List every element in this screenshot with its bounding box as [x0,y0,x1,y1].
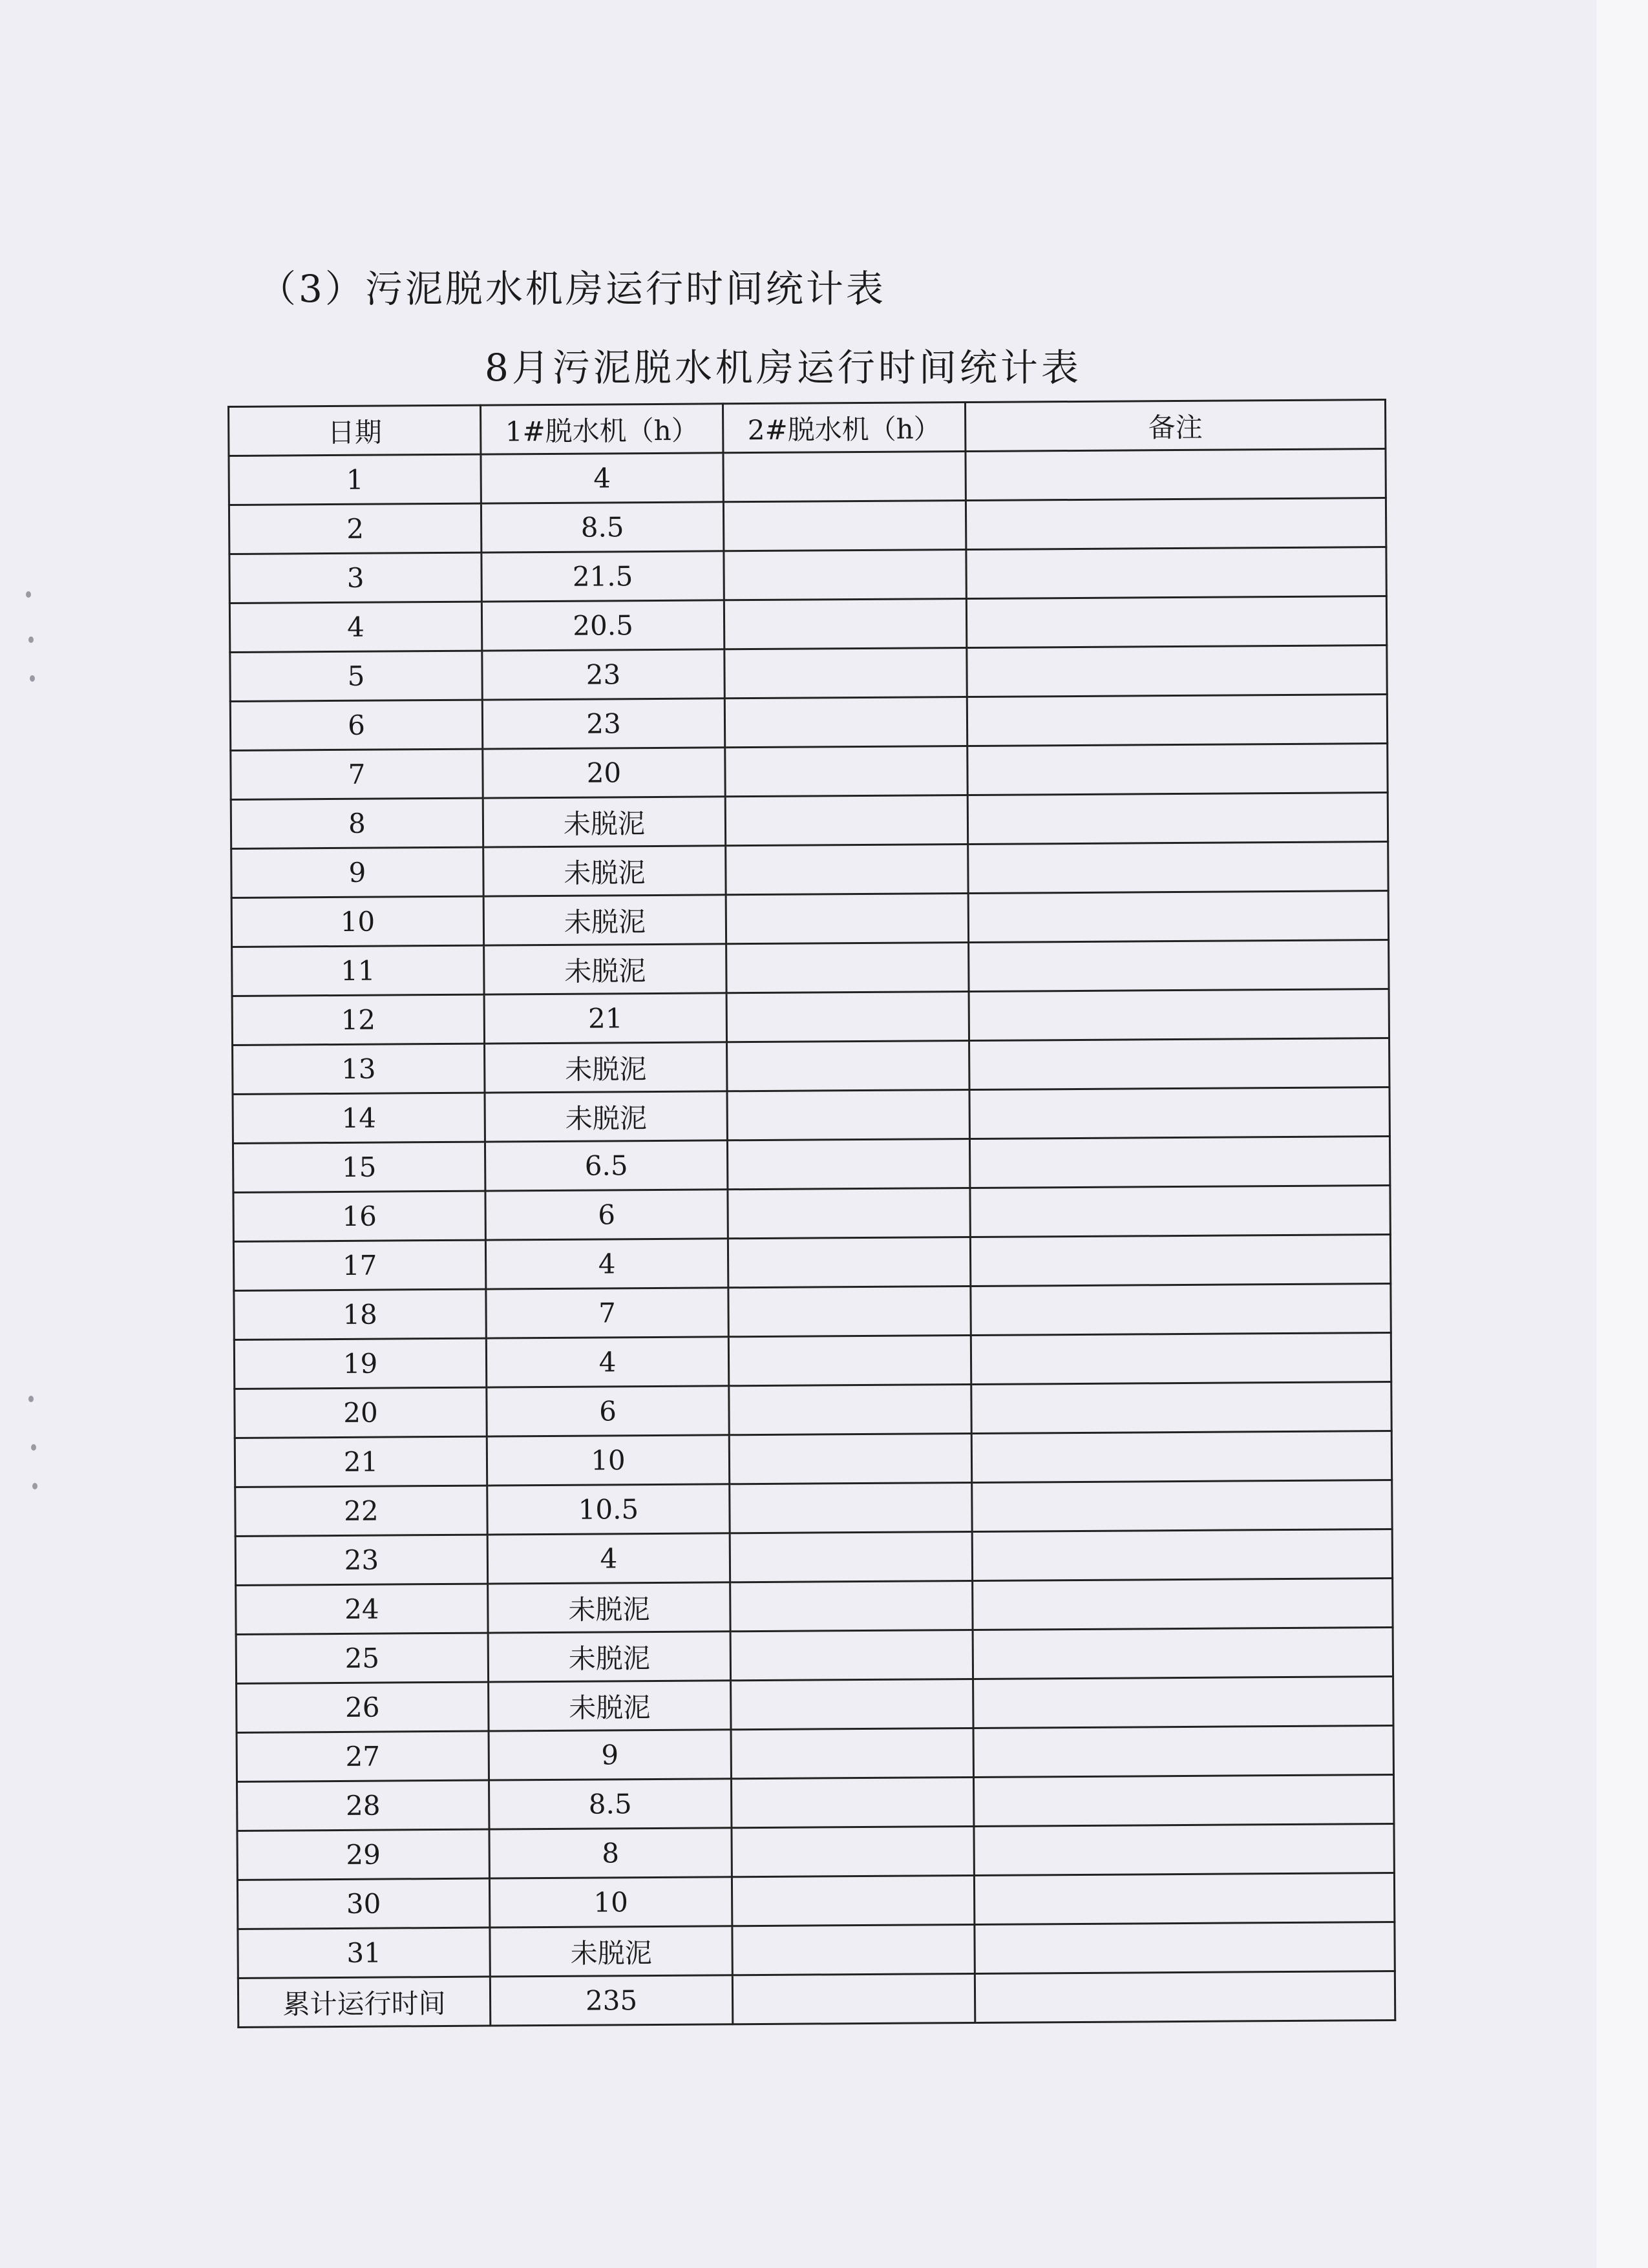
total-note [975,1971,1395,2023]
cell-machine-2 [730,1531,972,1582]
header-machine-1: 1#脱水机（h） [481,404,723,454]
cell-machine-2 [730,1482,972,1533]
cell-machine-2 [729,1433,971,1484]
cell-note [966,547,1386,599]
table-row [235,1529,1392,1586]
cell-date: 5 [230,651,482,701]
cell-machine-1: 23 [482,649,724,700]
cell-date: 28 [237,1780,489,1831]
cell-note [973,1628,1393,1679]
total-machine-1: 235 [490,1975,732,2026]
cell-machine-1: 23 [482,698,724,749]
cell-machine-2 [730,1630,973,1680]
cell-note [973,1726,1393,1778]
cell-note [975,1922,1395,1974]
cell-machine-2 [724,648,967,698]
table-row [233,1137,1389,1193]
table-row [232,989,1389,1045]
cell-date: 18 [234,1289,486,1339]
cell-machine-1: 未脱泥 [490,1926,732,1977]
table-row [229,596,1386,653]
cell-note [966,596,1386,648]
cell-machine-1: 未脱泥 [483,846,726,896]
header-date: 日期 [229,405,481,456]
cell-date: 7 [231,749,483,799]
table-row [231,842,1388,898]
total-label: 累计运行时间 [238,1977,490,2027]
table-row [233,1235,1390,1291]
total-machine-2 [732,1973,975,2024]
table-row [234,1284,1391,1340]
cell-note [967,793,1388,845]
cell-machine-1: 10.5 [487,1484,730,1535]
cell-date: 14 [233,1093,485,1143]
cell-date: 29 [237,1829,489,1880]
table-row [231,891,1388,947]
cell-machine-2 [728,1336,971,1386]
header-machine-2: 2#脱水机（h） [723,403,965,453]
cell-date: 20 [235,1387,487,1438]
cell-machine-1: 4 [487,1533,730,1584]
cell-date: 11 [232,945,484,996]
table-row [238,1922,1395,1979]
punch-hole-mark [28,1396,34,1402]
cell-machine-2 [732,1875,974,1926]
cell-machine-2 [724,550,966,600]
table-row [229,547,1386,604]
cell-machine-1: 未脱泥 [483,895,726,945]
header-notes: 备注 [965,400,1385,452]
cell-machine-2 [726,943,969,993]
table-row [232,940,1389,996]
table-row [236,1579,1393,1635]
cell-machine-1: 6 [485,1190,728,1240]
cell-date: 6 [230,700,482,750]
cell-machine-1: 21.5 [481,551,724,602]
cell-note [969,989,1389,1041]
cell-note [973,1579,1393,1630]
cell-note [968,842,1388,894]
cell-machine-2 [726,845,968,895]
punch-hole-mark [28,636,34,643]
cell-machine-2 [725,795,967,846]
table-row [237,1775,1394,1831]
table-row [231,744,1388,800]
cell-machine-1: 6.5 [485,1140,727,1191]
cell-machine-1: 未脱泥 [484,944,726,994]
cell-date: 4 [229,602,481,652]
cell-note [969,1038,1389,1090]
cell-date: 25 [236,1633,488,1683]
table-row [236,1628,1393,1684]
cell-machine-1: 未脱泥 [485,1091,727,1142]
cell-machine-2 [731,1679,973,1729]
cell-date: 17 [233,1240,485,1290]
cell-note [970,1186,1390,1237]
table-row [233,1087,1389,1144]
cell-machine-1: 21 [484,993,726,1044]
cell-machine-2 [725,746,967,797]
cell-date: 13 [233,1044,485,1094]
cell-note [970,1235,1390,1286]
cell-machine-1: 8.5 [489,1779,732,1829]
cell-machine-1: 20.5 [481,600,724,651]
cell-date: 21 [235,1436,487,1487]
cell-note [974,1824,1394,1876]
cell-date: 15 [233,1142,485,1192]
cell-machine-1: 未脱泥 [489,1681,731,1731]
table-row [237,1824,1394,1880]
table-row [235,1382,1391,1438]
cell-note [966,498,1386,550]
cell-date: 27 [237,1731,489,1781]
cell-machine-1: 20 [483,748,725,798]
cell-machine-2 [727,1090,969,1140]
table-row [230,695,1387,751]
cell-date: 9 [231,847,483,898]
table-row [237,1726,1393,1782]
cell-note [972,1480,1392,1532]
cell-note [972,1529,1392,1581]
cell-note [971,1333,1391,1385]
cell-note [967,744,1388,795]
cell-machine-1: 7 [486,1288,728,1338]
cell-machine-1: 8.5 [481,502,723,552]
cell-machine-1: 4 [486,1337,728,1387]
cell-machine-2 [729,1384,971,1434]
runtime-table [227,399,1396,2028]
table-row [235,1431,1391,1487]
punch-hole-mark [26,591,31,598]
cell-machine-2 [731,1728,973,1778]
cell-note [973,1775,1393,1827]
cell-date: 16 [233,1191,485,1241]
cell-date: 30 [237,1878,489,1929]
cell-note [974,1873,1394,1925]
cell-machine-1: 10 [487,1435,729,1486]
cell-date: 19 [234,1338,486,1389]
cell-date: 12 [232,994,484,1045]
table-row [233,1186,1390,1242]
table-row [235,1480,1392,1537]
cell-date: 24 [236,1584,488,1634]
punch-hole-mark [32,1483,37,1489]
cell-note [968,891,1388,943]
cell-note [967,646,1387,697]
cell-machine-2 [727,1139,969,1190]
table-row [229,498,1386,554]
cell-note [967,695,1387,746]
cell-machine-1: 6 [487,1386,729,1436]
cell-date: 22 [235,1486,487,1536]
cell-machine-2 [723,452,966,502]
cell-date: 1 [229,454,481,505]
cell-note [969,1087,1389,1139]
cell-machine-1: 9 [489,1730,731,1780]
punch-hole-mark [30,675,35,682]
cell-date: 10 [231,896,483,947]
section-heading: （3）污泥脱水机房运行时间统计表 [259,267,886,311]
table-row [231,793,1388,849]
cell-machine-2 [732,1924,975,1975]
cell-note [969,940,1389,992]
cell-machine-1: 未脱泥 [488,1582,730,1633]
table-row [237,1873,1394,1929]
cell-machine-1: 4 [481,453,723,503]
cell-date: 3 [229,552,481,603]
cell-machine-2 [726,894,968,944]
cell-machine-2 [724,697,967,748]
cell-machine-2 [728,1188,970,1239]
table-body [229,449,1395,2028]
cell-machine-2 [726,992,969,1042]
cell-machine-2 [727,1041,969,1091]
cell-date: 8 [231,798,483,848]
cell-machine-1: 10 [489,1877,732,1927]
cell-machine-2 [728,1237,970,1288]
cell-note [971,1284,1391,1336]
cell-machine-2 [731,1777,973,1827]
cell-date: 31 [238,1927,490,1978]
table-row [234,1333,1391,1389]
page-margin-strip [1596,0,1648,2268]
cell-machine-2 [724,599,966,649]
cell-machine-1: 8 [489,1828,732,1878]
total-row [238,1971,1395,2028]
cell-machine-2 [730,1580,973,1631]
cell-note [971,1382,1391,1434]
cell-note [969,1137,1389,1188]
table-header-row [229,400,1386,456]
table-row [233,1038,1389,1095]
cell-machine-2 [732,1826,974,1876]
cell-note [971,1431,1391,1483]
cell-machine-1: 未脱泥 [488,1632,730,1682]
cell-machine-1: 4 [485,1239,728,1289]
cell-date: 2 [229,503,481,554]
cell-date: 23 [235,1535,487,1585]
table-row [237,1677,1393,1733]
cell-machine-1: 未脱泥 [483,797,725,847]
cell-date: 26 [237,1682,489,1732]
table-row [230,646,1387,702]
table-title: 8月污泥脱水机房运行时间统计表 [485,346,1082,390]
punch-hole-mark [31,1444,36,1451]
cell-machine-2 [728,1286,971,1337]
cell-note [966,449,1386,501]
cell-note [973,1677,1393,1728]
cell-machine-2 [723,501,966,551]
cell-machine-1: 未脱泥 [485,1042,727,1093]
table-row [229,449,1386,505]
